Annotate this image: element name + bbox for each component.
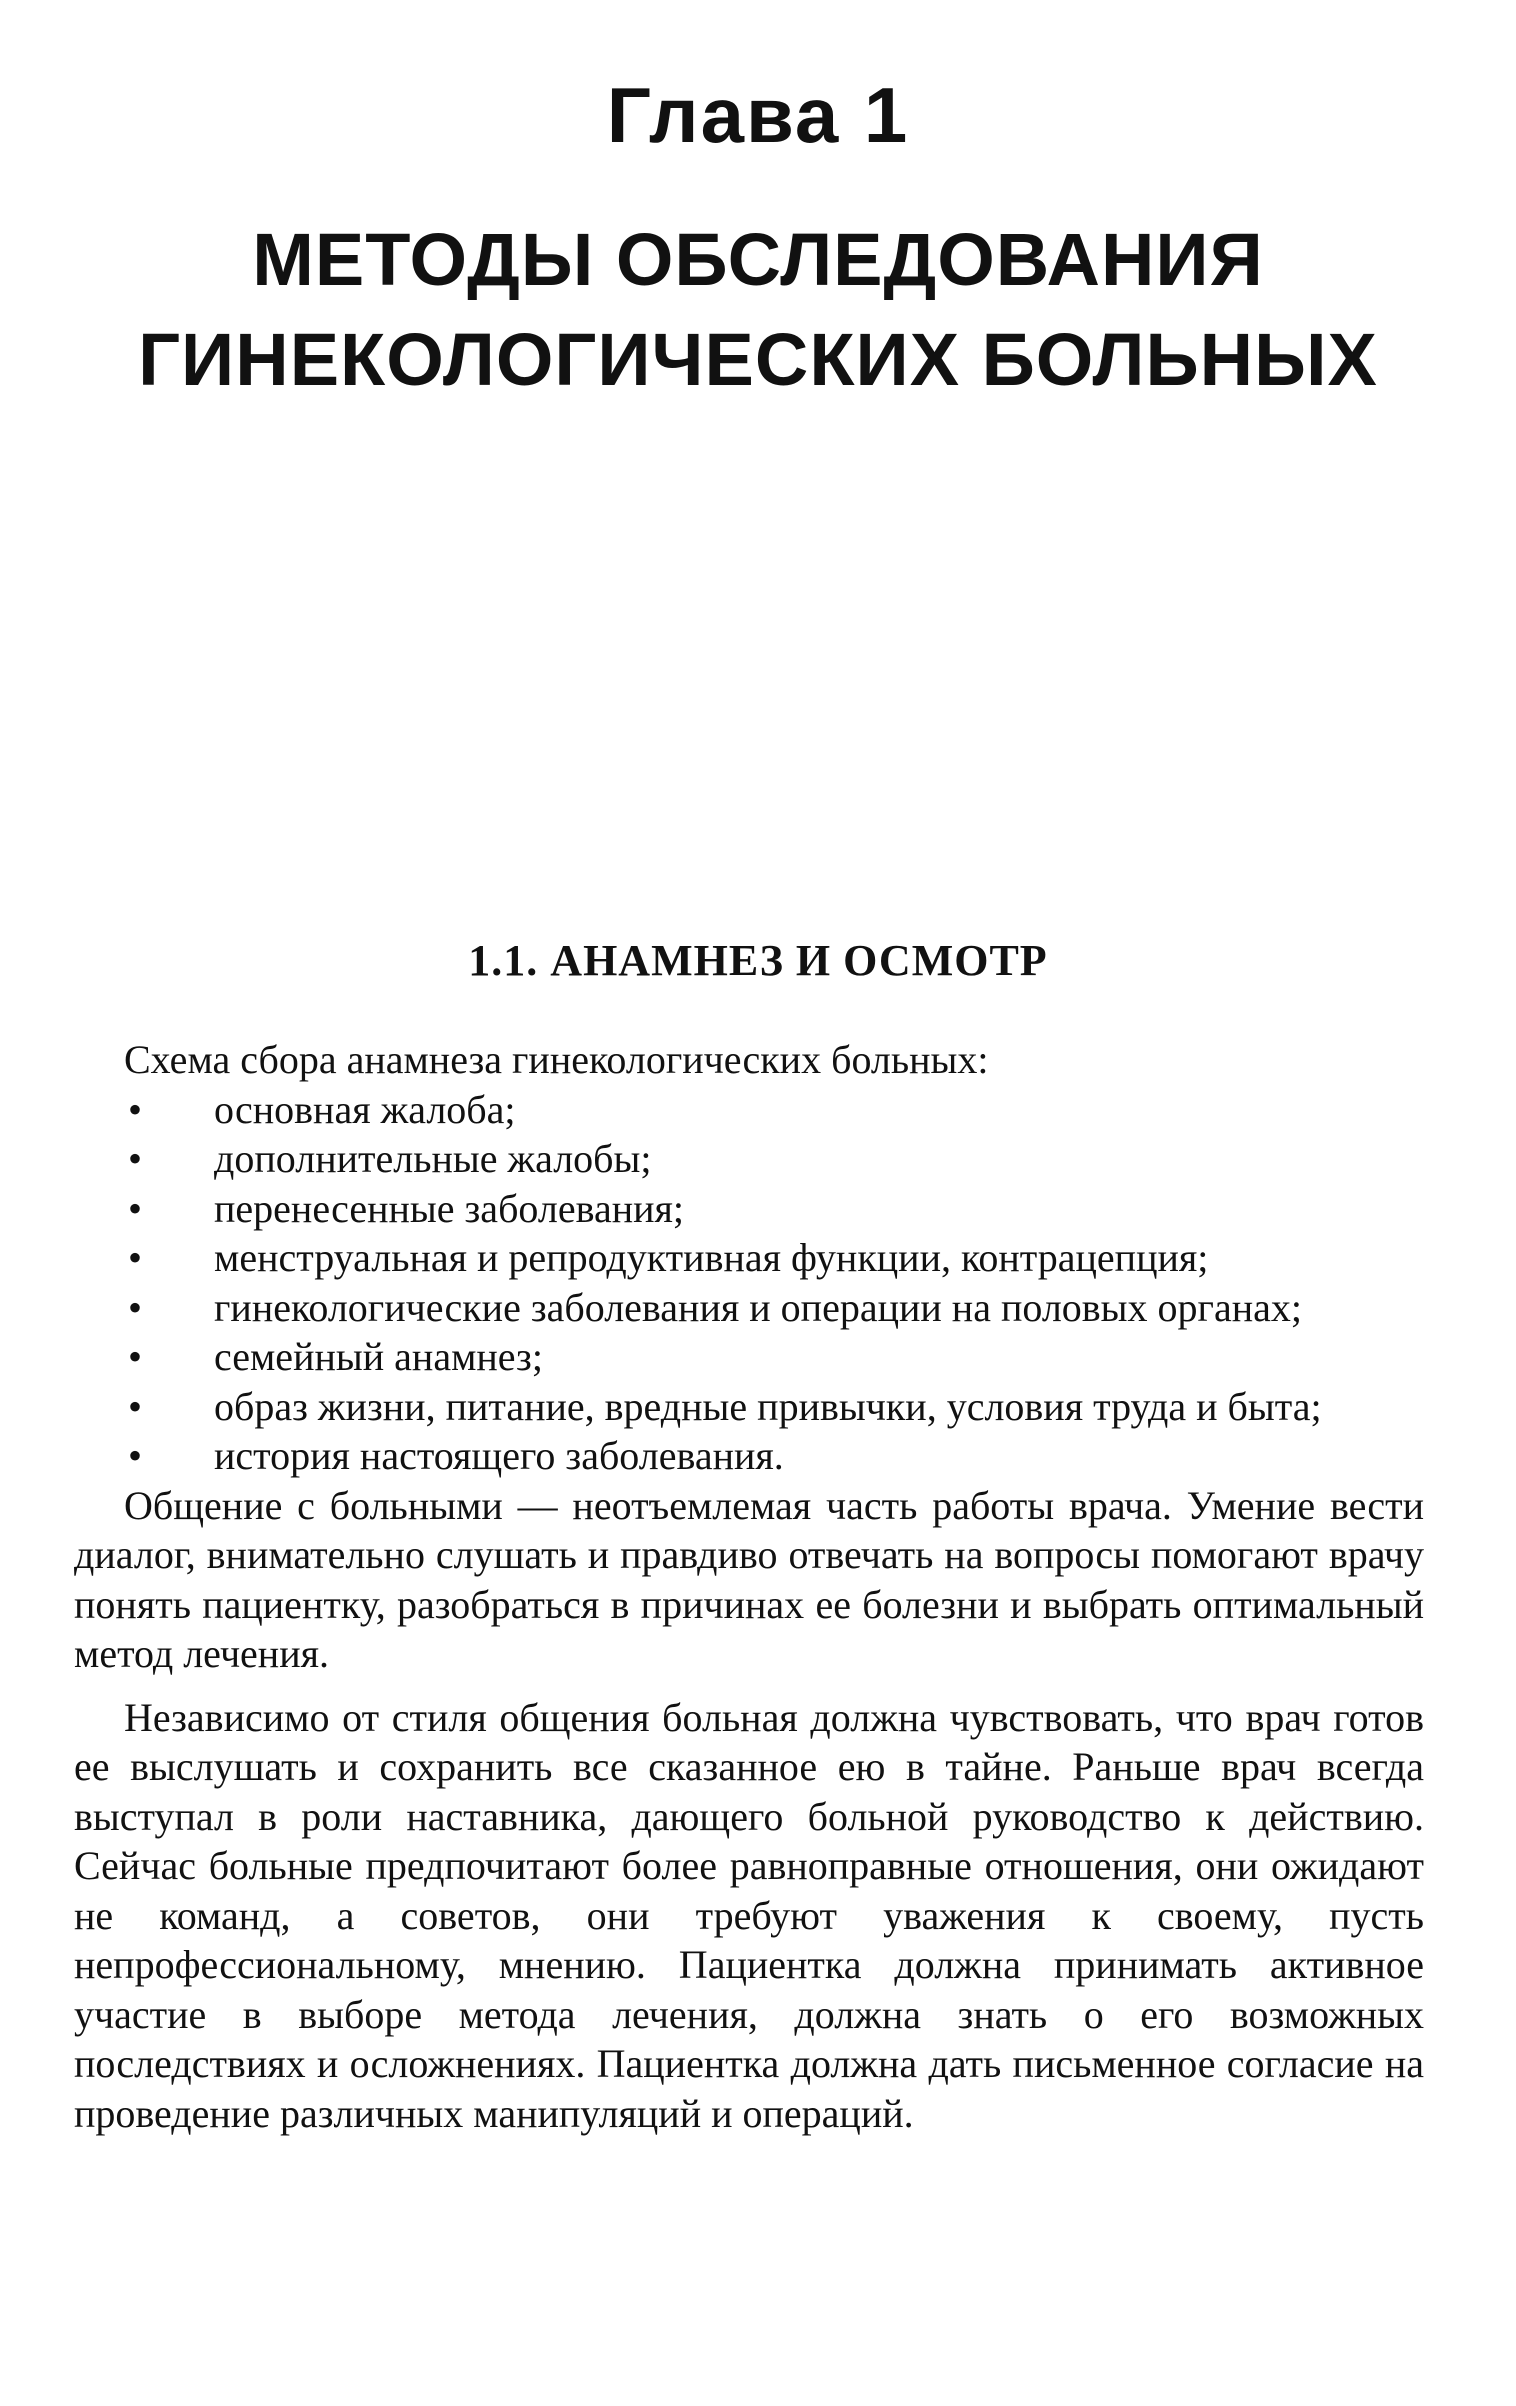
list-item-text: история настоящего заболевания. <box>214 1433 784 1478</box>
list-item <box>74 1184 1424 1234</box>
paragraph-communication: Общение с больными — неотъемлемая часть работы врача. Умение вести диалог, внимательно слушать и правдиво отвечать на вопросы помогают врачу понять пациентку, разобраться в причинах ее болезни и выбрать оптимальный метод лечения. <box>74 1482 1424 1676</box>
bullet-icon: • <box>128 1433 143 1478</box>
bullet-icon: • <box>128 1334 143 1379</box>
chapter-title <box>0 210 1516 410</box>
list-intro: Схема сбора анамнеза гинекологических больных: <box>124 1037 989 1082</box>
list-item <box>74 1431 1424 1481</box>
anamnesis-list <box>74 1085 1424 1481</box>
bullet-icon: • <box>128 1185 143 1231</box>
bullet-icon: • <box>128 1086 143 1132</box>
list-item <box>74 1332 1424 1382</box>
list-item-text: основная жалоба; <box>214 1086 516 1132</box>
list-item-text: образ жизни, питание, вредные привычки, условия труда и быта; <box>214 1383 1322 1429</box>
chapter-title-line-1: МЕТОДЫ ОБСЛЕДОВАНИЯ <box>252 218 1264 301</box>
bullet-icon: • <box>128 1235 143 1280</box>
chapter-title-line-2: ГИНЕКОЛОГИЧЕСКИХ БОЛЬНЫХ <box>138 318 1378 401</box>
list-item-text: гинекологические заболевания и операции на половых органах; <box>214 1284 1302 1330</box>
paragraph-consent: Независимо от стиля общения больная должна чувствовать, что врач готов ее выслушать и сохранить все сказанное ею в тайне. Раньше врач всегда выступал в роли наставника, дающего больной руководство к действию. Сейчас больные предпочитают более равноправные отношения, они ожидают не команд, а советов, они требуют уважения к своему, пусть непрофессиональному, мнению. Пациентка должна принимать активное участие в выборе метода лечения, должна знать о его возможных последствиях и осложнениях. Пациентка должна дать письменное согласие на проведение различных манипуляций и операций. <box>74 1694 1424 2136</box>
list-item <box>74 1233 1424 1283</box>
bullet-icon: • <box>128 1284 143 1330</box>
list-item <box>74 1134 1424 1184</box>
list-item-text: менструальная и репродуктивная функции, контрацепция; <box>214 1235 1209 1280</box>
section-body <box>74 1035 1424 2138</box>
list-item-text: дополнительные жалобы; <box>214 1136 652 1181</box>
bullet-icon: • <box>128 1136 143 1181</box>
bullet-icon: • <box>128 1383 143 1429</box>
list-item <box>74 1085 1424 1135</box>
section-heading: 1.1. АНАМНЕЗ И ОСМОТР <box>468 936 1048 985</box>
list-item <box>74 1283 1424 1333</box>
list-item <box>74 1382 1424 1432</box>
chapter-label: Глава 1 <box>606 71 910 159</box>
list-item-text: перенесенные заболевания; <box>214 1185 685 1231</box>
list-item-text: семейный анамнез; <box>214 1334 543 1379</box>
